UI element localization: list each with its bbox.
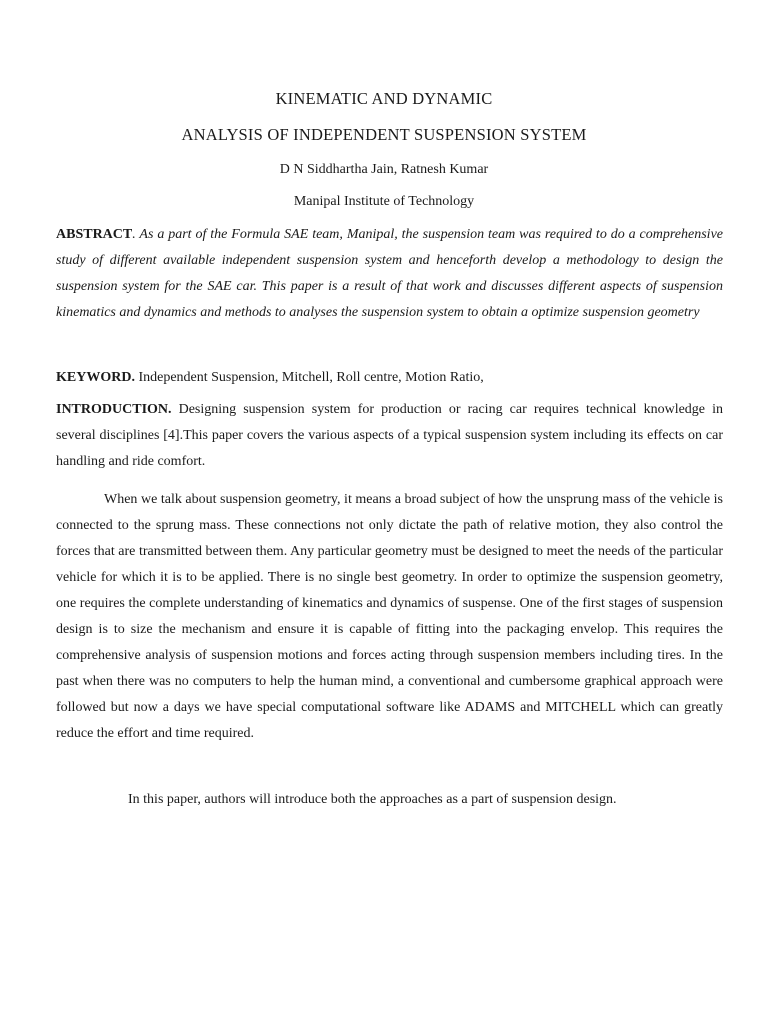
keyword-body: Independent Suspension, Mitchell, Roll centre, Motion Ratio, — [134, 370, 484, 385]
body-paragraph-suspension-geometry: When we talk about suspension geometry, it means a broad subject of how the unsprung mass of the vehicle is connected to the sprung mass. These connections not only dictate the path of relative motion, they also control the forces that are transmitted between them. Any particular geometry must be designed to meet the needs of the particular vehicle for which it is to be applied. There is no single best geometry. In order to optimize the suspension geometry, one requires the complete understanding of kinematics and dynamics of suspense. One of the first stages of suspension design is to size the mechanism and ensure it is capable of fitting into the packaging envelop. This requires the comprehensive analysis of suspension motions and forces acting through suspension members including tires. In the past when there was no computers to help the human mind, a conventional and cumbersome graphical approach were followed but now a days we have special computational software like ADAMS and MITCHELL which can greatly reduce the effort and time required. — [56, 492, 723, 741]
keyword-paragraph — [56, 365, 723, 391]
title-line-1: KINEMATIC AND DYNAMIC — [275, 89, 493, 108]
abstract-heading: ABSTRACT — [56, 227, 133, 242]
authors: D N Siddhartha Jain, Ratnesh Kumar — [279, 162, 489, 177]
affiliation: Manipal Institute of Technology — [293, 194, 475, 209]
keyword-heading: KEYWORD. — [56, 370, 135, 385]
abstract-paragraph — [56, 222, 723, 326]
introduction-paragraph — [56, 397, 723, 475]
body-paragraph-approaches: In this paper, authors will introduce both the approaches as a part of suspension design. — [128, 792, 617, 807]
introduction-heading: INTRODUCTION. — [56, 402, 172, 417]
abstract-body: . As a part of the Formula SAE team, Manipal, the suspension team was required to do a comprehensive study of different available independent suspension system and henceforth develop a methodology to design the suspension system for the SAE car. This paper is a result of that work and discusses different aspects of suspension kinematics and dynamics and methods to analyses the suspension system to obtain a optimize suspension geometry — [56, 227, 723, 320]
title-line-2: ANALYSIS OF INDEPENDENT SUSPENSION SYSTEM — [181, 125, 587, 144]
introduction-body: Designing suspension system for production or racing car requires technical knowledge in several disciplines [4].This paper covers the various aspects of a typical suspension system including its effects on car handling and ride comfort. — [56, 402, 723, 469]
